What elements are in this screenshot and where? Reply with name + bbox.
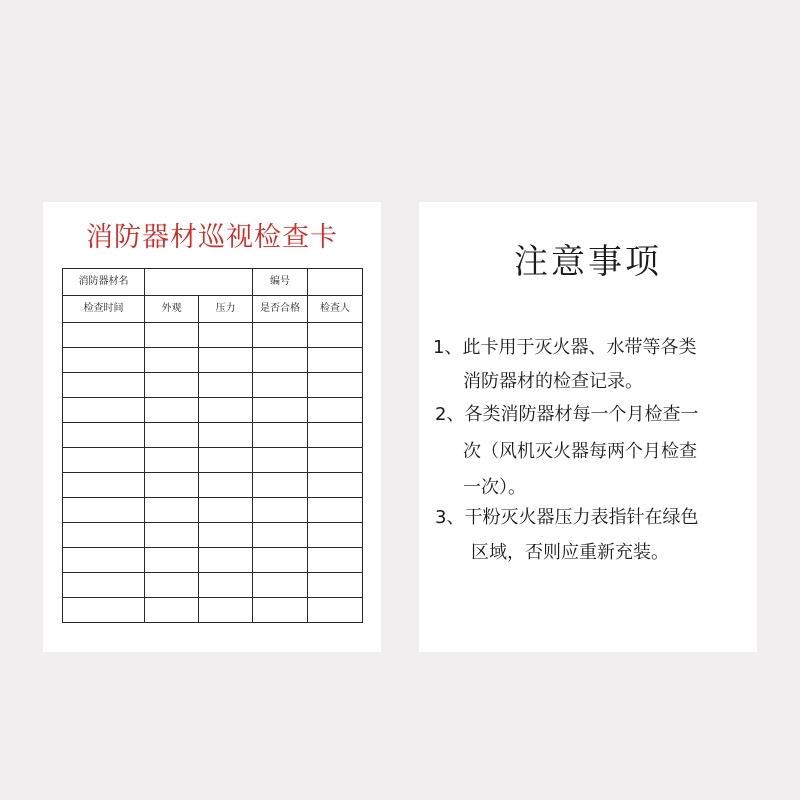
table-row <box>63 423 363 448</box>
record-cell-qualified <box>253 348 308 373</box>
record-cell-pressure <box>199 323 253 348</box>
record-cell-appearance <box>145 398 199 423</box>
notes-card <box>419 202 757 652</box>
record-cell-check-time <box>63 598 145 623</box>
record-cell-pressure <box>199 348 253 373</box>
record-cell-inspector <box>308 473 363 498</box>
record-cell-qualified <box>253 573 308 598</box>
record-cell-qualified <box>253 448 308 473</box>
record-cell-appearance <box>145 373 199 398</box>
record-cell-check-time <box>63 373 145 398</box>
record-cell-pressure <box>199 548 253 573</box>
record-cell-appearance <box>145 548 199 573</box>
record-cell-appearance <box>145 423 199 448</box>
table-row <box>63 523 363 548</box>
record-cell-inspector <box>308 523 363 548</box>
record-cell-check-time <box>63 448 145 473</box>
inspection-card-title: 消防器材巡视检查卡 <box>86 222 338 253</box>
record-cell-pressure <box>199 423 253 448</box>
record-cell-check-time <box>63 473 145 498</box>
record-cell-appearance <box>145 498 199 523</box>
record-cell-qualified <box>253 598 308 623</box>
record-cell-qualified <box>253 373 308 398</box>
table-row <box>63 548 363 573</box>
column-header-pressure: 压力 <box>199 296 253 323</box>
record-cell-pressure <box>199 473 253 498</box>
table-row <box>63 323 363 348</box>
record-cell-check-time <box>63 523 145 548</box>
record-cell-check-time <box>63 348 145 373</box>
table-row <box>63 473 363 498</box>
record-cell-inspector <box>308 398 363 423</box>
record-cell-check-time <box>63 573 145 598</box>
column-header-check-time: 检查时间 <box>63 296 145 323</box>
record-cell-check-time <box>63 423 145 448</box>
record-cell-appearance <box>145 523 199 548</box>
equipment-info-row <box>63 269 363 296</box>
record-cell-qualified <box>253 323 308 348</box>
record-cell-inspector <box>308 448 363 473</box>
record-cell-pressure <box>199 598 253 623</box>
column-header-appearance: 外观 <box>145 296 199 323</box>
note-2-line-1: 2、各类消防器材每一个月检查一 <box>435 404 699 425</box>
record-cell-pressure <box>199 448 253 473</box>
record-cell-qualified <box>253 523 308 548</box>
record-cell-qualified <box>253 473 308 498</box>
record-cell-qualified <box>253 398 308 423</box>
table-row <box>63 348 363 373</box>
note-3-line-1: 3、干粉灭火器压力表指针在绿色 <box>435 507 699 528</box>
table-row <box>63 498 363 523</box>
record-cell-pressure <box>199 373 253 398</box>
inspection-card <box>43 202 381 652</box>
record-cell-inspector <box>308 498 363 523</box>
record-cell-inspector <box>308 548 363 573</box>
equipment-number-value <box>308 269 363 296</box>
column-header-qualified: 是否合格 <box>253 296 308 323</box>
table-row <box>63 398 363 423</box>
record-cell-qualified <box>253 498 308 523</box>
note-3-line-2: 区域，否则应重新充装。 <box>471 542 669 563</box>
record-cell-pressure <box>199 573 253 598</box>
record-cell-pressure <box>199 498 253 523</box>
record-cell-inspector <box>308 373 363 398</box>
record-cell-qualified <box>253 423 308 448</box>
equipment-name-label: 消防器材名 <box>63 269 145 296</box>
record-cell-pressure <box>199 523 253 548</box>
column-header-row <box>63 296 363 323</box>
record-cell-inspector <box>308 573 363 598</box>
record-cell-appearance <box>145 573 199 598</box>
table-row <box>63 573 363 598</box>
record-cell-check-time <box>63 548 145 573</box>
record-cell-appearance <box>145 473 199 498</box>
record-cell-appearance <box>145 448 199 473</box>
equipment-number-label: 编号 <box>253 269 308 296</box>
record-cell-qualified <box>253 548 308 573</box>
record-cell-check-time <box>63 498 145 523</box>
record-cell-inspector <box>308 348 363 373</box>
record-cell-check-time <box>63 398 145 423</box>
record-cell-inspector <box>308 323 363 348</box>
equipment-name-value <box>145 269 253 296</box>
record-cell-appearance <box>145 598 199 623</box>
note-1-line-1: 1、此卡用于灭火器、水带等各类 <box>433 337 697 358</box>
record-cell-check-time <box>63 323 145 348</box>
column-header-inspector: 检查人 <box>308 296 363 323</box>
record-cell-appearance <box>145 323 199 348</box>
record-cell-pressure <box>199 398 253 423</box>
inspection-table <box>62 268 363 623</box>
note-1-line-2: 消防器材的检查记录。 <box>463 371 643 392</box>
table-row <box>63 598 363 623</box>
record-cell-inspector <box>308 598 363 623</box>
note-2-line-3: 一次）。 <box>463 477 526 498</box>
record-cell-appearance <box>145 348 199 373</box>
record-cell-inspector <box>308 423 363 448</box>
table-row <box>63 373 363 398</box>
note-2-line-2: 次（风机灭火器每两个月检查 <box>463 441 697 462</box>
notes-title: 注意事项 <box>514 242 662 282</box>
table-row <box>63 448 363 473</box>
